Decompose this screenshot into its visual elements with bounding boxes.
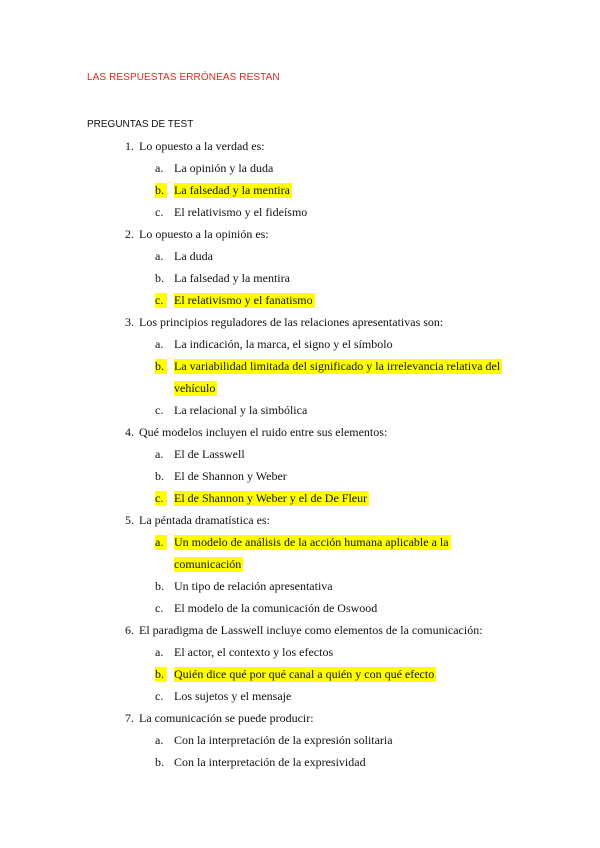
- option-text: El actor, el contexto y los efectos: [174, 645, 334, 659]
- option-text: Los sujetos y el mensaje: [174, 689, 292, 703]
- option-text: Con la interpretación de la expresión solitaria: [174, 733, 393, 747]
- option-text-highlighted: Quién dice qué por qué canal a quién y con qué efecto: [174, 667, 435, 681]
- question-number: 1.: [125, 139, 134, 153]
- option-letter: c.: [155, 205, 164, 219]
- option-letter: c.: [155, 689, 164, 703]
- option-text: La duda: [174, 249, 213, 263]
- option-text: La indicación, la marca, el signo y el símbolo: [174, 337, 393, 351]
- option-letter: b.: [155, 755, 164, 769]
- question-number: 7.: [125, 711, 134, 725]
- option-text: El modelo de la comunicación de Oswood: [174, 601, 378, 615]
- option-letter: b.: [155, 579, 164, 593]
- option-letter: b.: [155, 271, 164, 285]
- option-text: Un tipo de relación apresentativa: [174, 579, 333, 593]
- question-number: 2.: [125, 227, 134, 241]
- option-letter: a.: [155, 249, 164, 263]
- option-text: La relacional y la simbólica: [174, 403, 308, 417]
- question-number: 4.: [125, 425, 134, 439]
- option-text: El relativismo y el fideísmo: [174, 205, 308, 219]
- option-letter: a.: [155, 733, 164, 747]
- option-letter: b.: [155, 183, 167, 198]
- question-number: 5.: [125, 513, 134, 527]
- option-letter: a.: [155, 447, 164, 461]
- option-text-highlighted: vehículo: [174, 381, 216, 395]
- option-letter: b.: [155, 469, 164, 483]
- option-text: La falsedad y la mentira: [174, 271, 290, 285]
- section-title: PREGUNTAS DE TEST: [87, 119, 194, 130]
- option-letter: a.: [155, 535, 167, 550]
- option-letter: c.: [155, 293, 167, 308]
- question-text: Lo opuesto a la opinión es:: [139, 227, 269, 241]
- question-text: Lo opuesto a la verdad es:: [139, 139, 265, 153]
- question-number: 3.: [125, 315, 134, 329]
- option-text-highlighted: El relativismo y el fanatismo: [174, 293, 313, 307]
- question-number: 6.: [125, 623, 134, 637]
- option-text-highlighted: El de Shannon y Weber y el de De Fleur: [174, 491, 368, 505]
- option-letter: a.: [155, 161, 164, 175]
- option-text: La opinión y la duda: [174, 161, 274, 175]
- option-text-highlighted: La falsedad y la mentira: [174, 183, 290, 197]
- option-text-highlighted: Un modelo de análisis de la acción humana aplicable a la: [174, 535, 449, 549]
- option-text: El de Shannon y Weber: [174, 469, 287, 483]
- option-text-highlighted: comunicación: [174, 557, 242, 571]
- option-letter: b.: [155, 359, 167, 374]
- question-text: El paradigma de Lasswell incluye como elementos de la comunicación:: [139, 623, 483, 637]
- option-letter: c.: [155, 601, 164, 615]
- option-letter: c.: [155, 491, 167, 506]
- option-text: Con la interpretación de la expresividad: [174, 755, 366, 769]
- option-text: El de Lasswell: [174, 447, 245, 461]
- question-text: La comunicación se puede producir:: [139, 711, 314, 725]
- option-letter: a.: [155, 645, 164, 659]
- question-text: Los principios reguladores de las relaciones apresentativas son:: [139, 315, 444, 329]
- question-text: Qué modelos incluyen el ruido entre sus elementos:: [139, 425, 388, 439]
- option-letter: a.: [155, 337, 164, 351]
- option-text-highlighted: La variabilidad limitada del significado y la irrelevancia relativa del: [174, 359, 501, 373]
- warning-heading: LAS RESPUESTAS ERRÓNEAS RESTAN: [87, 72, 280, 83]
- option-letter: b.: [155, 667, 167, 682]
- option-letter: c.: [155, 403, 164, 417]
- question-text: La péntada dramatística es:: [139, 513, 270, 527]
